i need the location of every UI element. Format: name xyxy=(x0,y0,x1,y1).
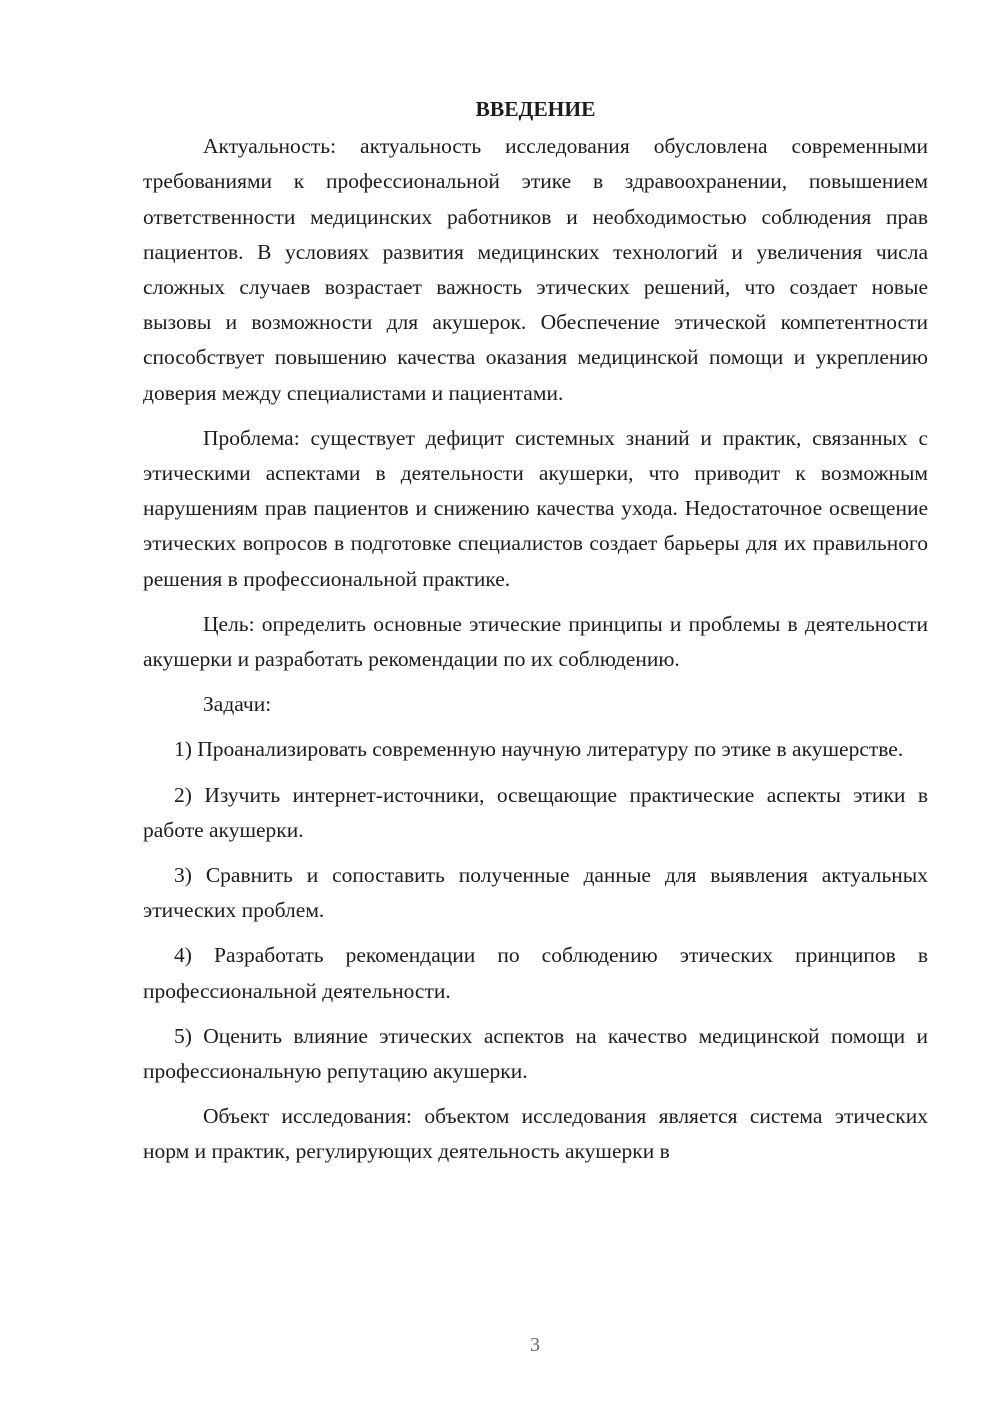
object-paragraph: Объект исследования: объектом исследования является система этических норм и практик, регулирующих деятельность акушерки в xyxy=(143,1104,928,1164)
problem-paragraph: Проблема: существует дефицит системных знаний и практик, связанных с этическими аспектами в деятельности акушерки, что приводит к возможным нарушениям прав пациентов и снижению качества ухода. Недостаточное освещение этических вопросов в подготовке специалистов создает барьеры для их правильного решения в профессиональной практике. xyxy=(143,425,928,591)
task-item-4: 4) Разработать рекомендации по соблюдению этических принципов в профессиональной деятельности. xyxy=(143,943,928,1003)
section-heading: ВВЕДЕНИЕ xyxy=(475,97,596,121)
task-item-2: 2) Изучить интернет-источники, освещающие практические аспекты этики в работе акушерки. xyxy=(143,782,928,842)
relevance-paragraph: Актуальность: актуальность исследования обусловлена современными требованиями к профессиональной этике в здравоохранении, повышением ответственности медицинских работников и необходимостью соблюдения прав пациентов. В условиях развития медицинских технологий и увеличения числа сложных случаев возрастает важность этических решений, что создает новые вызовы и возможности для акушерок. Обеспечение этической компетентности способствует повышению качества оказания медицинской помощи и укреплению доверия между специалистами и пациентами. xyxy=(143,134,928,405)
goal-paragraph: Цель: определить основные этические принципы и проблемы в деятельности акушерки и разработать рекомендации по их соблюдению. xyxy=(143,611,928,672)
task-item-3: 3) Сравнить и сопоставить полученные данные для выявления актуальных этических проблем. xyxy=(143,863,928,923)
task-item-1: 1) Проанализировать современную научную литературу по этике в акушерстве. xyxy=(174,737,904,762)
page-number: 3 xyxy=(530,1334,540,1356)
page-content xyxy=(143,92,928,1170)
tasks-label: Задачи: xyxy=(203,692,272,717)
task-item-5: 5) Оценить влияние этических аспектов на качество медицинской помощи и профессиональную репутацию акушерки. xyxy=(143,1023,928,1084)
